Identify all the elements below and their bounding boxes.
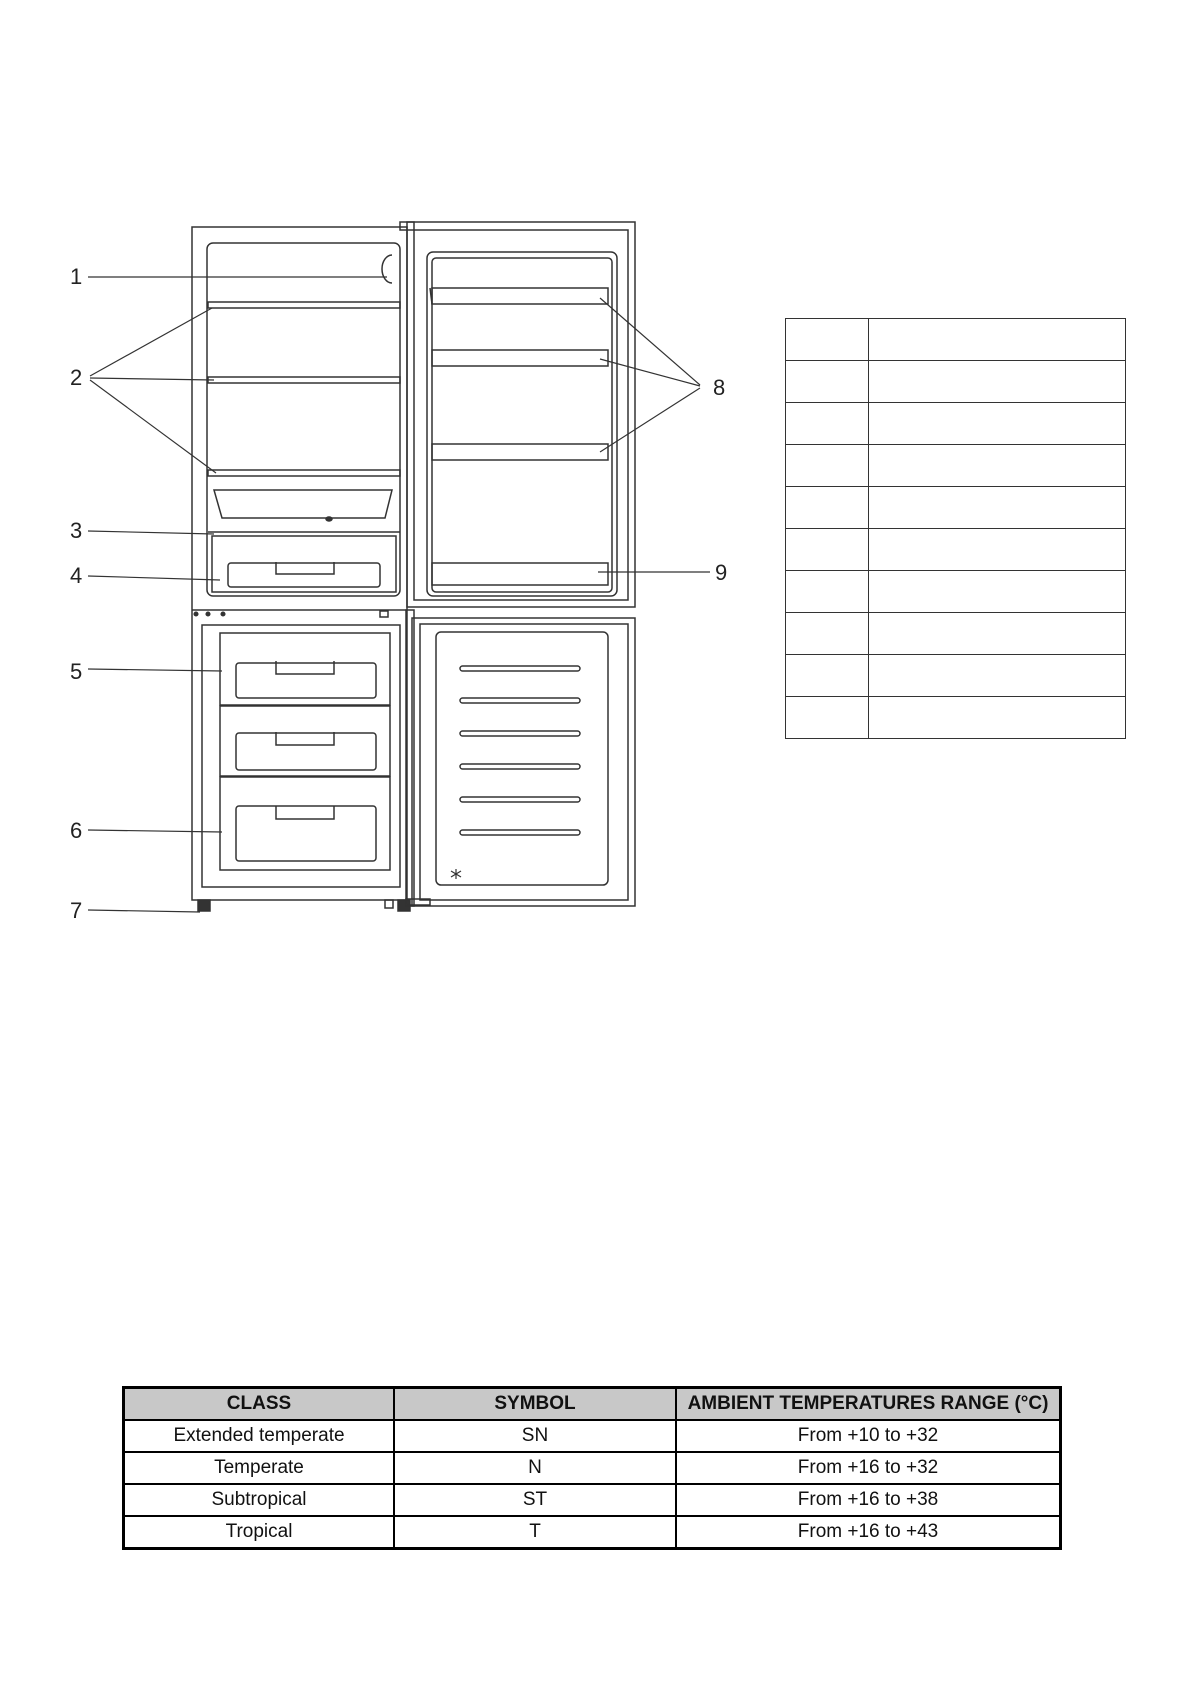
- range-cell: From +10 to +32: [676, 1420, 1061, 1452]
- legend-number-cell: [786, 613, 869, 655]
- crisper-drawer: [212, 536, 396, 592]
- callout-8: 8: [713, 375, 726, 400]
- table-row: [786, 487, 1126, 529]
- climate-class-table: [122, 1386, 1062, 1550]
- legend-description-cell: [869, 571, 1126, 613]
- table-row: [786, 613, 1126, 655]
- leader-8c: [600, 388, 700, 452]
- class-cell: Tropical: [124, 1516, 395, 1549]
- legend-number-cell: [786, 571, 869, 613]
- legend-description-cell: [869, 613, 1126, 655]
- callout-1: 1: [70, 264, 83, 289]
- table-row: [124, 1420, 1061, 1452]
- callout-4: 4: [70, 563, 83, 588]
- range-cell: From +16 to +32: [676, 1452, 1061, 1484]
- table-row: [786, 571, 1126, 613]
- table-row: [124, 1516, 1061, 1549]
- table-row: [124, 1452, 1061, 1484]
- legend-number-cell: [786, 529, 869, 571]
- table-row: [786, 445, 1126, 487]
- freezer-door-rails: [460, 666, 580, 835]
- header-range: AMBIENT TEMPERATURES RANGE (°C): [676, 1388, 1061, 1421]
- table-row: [786, 529, 1126, 571]
- leader-2c: [90, 380, 216, 473]
- freezer-door: [412, 618, 635, 906]
- freezer-drawer-1: [220, 633, 390, 705]
- table-row: [124, 1484, 1061, 1516]
- symbol-cell: N: [394, 1452, 676, 1484]
- symbol-cell: ST: [394, 1484, 676, 1516]
- table-row: [786, 361, 1126, 403]
- freezer-compartment: [202, 625, 400, 887]
- class-cell: Subtropical: [124, 1484, 395, 1516]
- callout-3: 3: [70, 518, 83, 543]
- shelf-1: [208, 302, 400, 308]
- light-housing: [382, 255, 392, 283]
- class-cell: Temperate: [124, 1452, 395, 1484]
- legend-number-cell: [786, 361, 869, 403]
- legend-number-cell: [786, 403, 869, 445]
- door-balcony-2: [432, 350, 608, 366]
- legend-number-cell: [786, 319, 869, 361]
- leader-2b: [90, 378, 214, 380]
- shelf-2: [208, 377, 400, 383]
- door-balcony-bottom: [432, 563, 608, 585]
- class-cell: Extended temperate: [124, 1420, 395, 1452]
- leader-7: [88, 910, 200, 912]
- fridge-door: [407, 222, 635, 607]
- legend-description-cell: [869, 655, 1126, 697]
- legend-number-cell: [786, 487, 869, 529]
- symbol-cell: SN: [394, 1420, 676, 1452]
- leader-2a: [90, 308, 212, 376]
- legend-description-cell: [869, 403, 1126, 445]
- legend-number-cell: [786, 445, 869, 487]
- adjustable-foot-left: [198, 900, 210, 911]
- callout-2: 2: [70, 365, 83, 390]
- freezer-drawer-3: [220, 777, 390, 870]
- range-cell: From +16 to +43: [676, 1516, 1061, 1549]
- callout-7: 7: [70, 898, 83, 923]
- door-balcony-1: [432, 288, 608, 304]
- legend-description-cell: [869, 487, 1126, 529]
- legend-description-cell: [869, 319, 1126, 361]
- freezer-drawer-2: [220, 706, 390, 776]
- leader-4: [88, 576, 220, 580]
- symbol-cell: T: [394, 1516, 676, 1549]
- door-balcony-3: [432, 444, 608, 460]
- range-cell: From +16 to +38: [676, 1484, 1061, 1516]
- leader-3: [88, 531, 214, 534]
- legend-description-cell: [869, 445, 1126, 487]
- fridge-compartment: [207, 243, 400, 596]
- callout-5: 5: [70, 659, 83, 684]
- table-row: [786, 655, 1126, 697]
- legend-number-cell: [786, 655, 869, 697]
- shelf-3: [208, 470, 400, 476]
- legend-number-cell: [786, 697, 869, 739]
- table-row: [786, 319, 1126, 361]
- legend-description-cell: [869, 697, 1126, 739]
- table-row: [786, 403, 1126, 445]
- legend-description-cell: [869, 361, 1126, 403]
- parts-legend-table: [785, 318, 1126, 739]
- header-symbol: SYMBOL: [394, 1388, 676, 1421]
- callout-9: 9: [715, 560, 728, 585]
- table-row: [786, 697, 1126, 739]
- header-class: CLASS: [124, 1388, 395, 1421]
- crisper-cover: [214, 490, 392, 518]
- climate-table-header-row: [124, 1388, 1061, 1421]
- callout-6: 6: [70, 818, 83, 843]
- legend-description-cell: [869, 529, 1126, 571]
